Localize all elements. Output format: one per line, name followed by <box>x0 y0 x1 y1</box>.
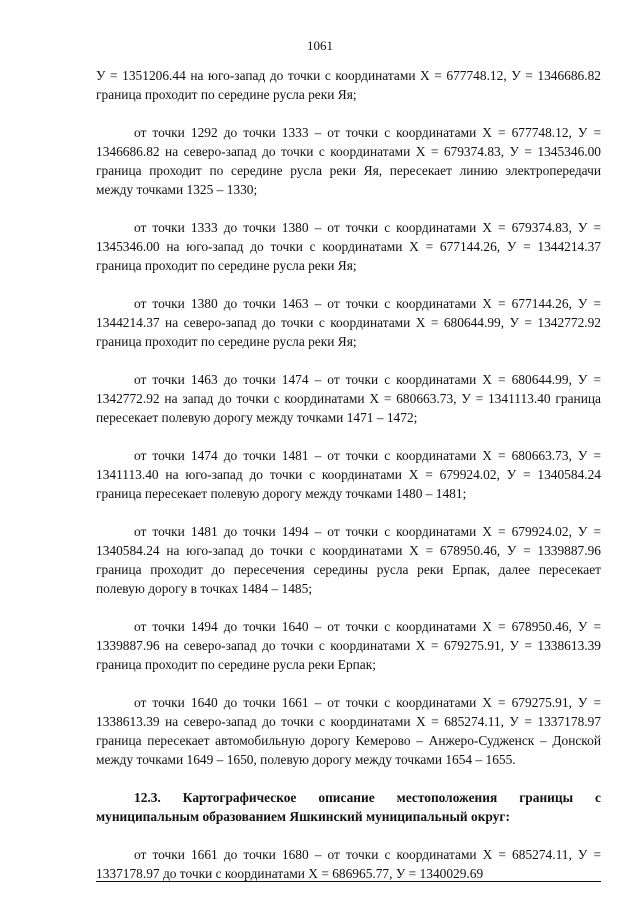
paragraph-3: от точки 1333 до точки 1380 – от точки с координатами Х = 679374.83, У = 1345346.00 на юго-запад до точки с координатами Х = 677144.26, У = 1344214.37 граница проходит по середине русла реки Яя; <box>96 220 601 273</box>
paragraph-8: от точки 1494 до точки 1640 – от точки с координатами Х = 678950.46, У = 1339887.96 на северо-запад до точки с координатами Х = 679275.91, У = 1338613.39 граница проходит по середине русла реки Ерпак; <box>96 619 601 672</box>
paragraph-5: от точки 1463 до точки 1474 – от точки с координатами Х = 680644.99, У = 1342772.92 на запад до точки с координатами Х = 680663.73, У = 1341113.40 граница пересекает полевую дорогу между точками 1471 – 1472; <box>96 372 601 425</box>
paragraph-1: У = 1351206.44 на юго-запад до точки с координатами Х = 677748.12, У = 1346686.82 граница проходит по середине русла реки Яя; <box>96 68 601 102</box>
paragraph-4: от точки 1380 до точки 1463 – от точки с координатами Х = 677144.26, У = 1344214.37 на северо-запад до точки с координатами Х = 680644.99, У = 1342772.92 граница проходит по середине русла реки Яя; <box>96 296 601 349</box>
footer-divider <box>96 881 601 882</box>
paragraph-2: от точки 1292 до точки 1333 – от точки с координатами Х = 677748.12, У = 1346686.82 на северо-запад до точки с координатами Х = 679374.83, У = 1345346.00 граница проходит по середине русла реки Яя, пересекает линию электропередачи между точками 1325 – 1330; <box>96 125 601 197</box>
paragraph-6: от точки 1474 до точки 1481 – от точки с координатами Х = 680663.73, У = 1341113.40 на юго-запад до точки с координатами Х = 679924.02, У = 1340584.24 граница пересекает полевую дорогу между точками 1480 – 1481; <box>96 448 601 501</box>
section-heading: 12.3. Картографическое описание местоположения границы с муниципальным образованием Яшкинский муниципальный округ: <box>96 790 601 824</box>
document-body <box>96 66 601 902</box>
paragraph-10: от точки 1661 до точки 1680 – от точки с координатами Х = 685274.11, У = 1337178.97 до точки с координатами Х = 686965.77, У = 1340029.69 <box>96 847 601 881</box>
page-number: 1061 <box>307 38 333 53</box>
paragraph-9: от точки 1640 до точки 1661 – от точки с координатами Х = 679275.91, У = 1338613.39 на северо-запад до точки с координатами Х = 685274.11, У = 1337178.97 граница пересекает автомобильную дорогу Кемерово – Анжеро-Судженск – Донской между точками 1649 – 1650, полевую дорогу между точками 1654 – 1655. <box>96 695 601 767</box>
paragraph-7: от точки 1481 до точки 1494 – от точки с координатами Х = 679924.02, У = 1340584.24 на юго-запад до точки с координатами Х = 678950.46, У = 1339887.96 граница проходит до пересечения середины русла реки Ерпак, далее пересекает полевую дорогу в точках 1484 – 1485; <box>96 524 601 596</box>
